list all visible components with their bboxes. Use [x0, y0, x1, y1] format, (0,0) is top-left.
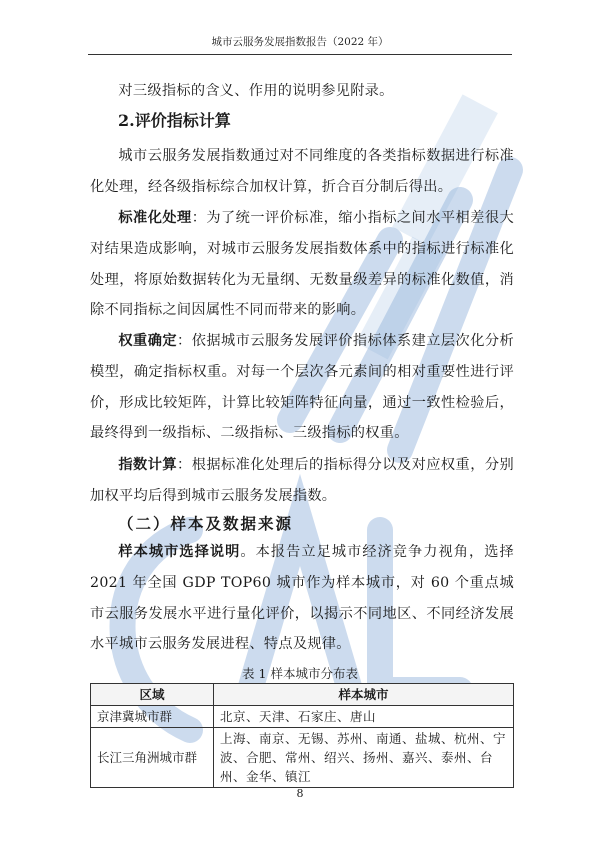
column-header-cities: 样本城市	[214, 684, 514, 706]
cities-cell: 北京、天津、石家庄、唐山	[214, 706, 514, 728]
weight-paragraph	[90, 326, 514, 449]
index-calc-paragraph	[90, 450, 514, 512]
cities-cell: 上海、南京、无锡、苏州、南通、盐城、杭州、宁波、合肥、常州、绍兴、扬州、嘉兴、泰州、台州、金华、镇江	[214, 728, 514, 788]
calc-paragraph: 城市云服务发展指数通过对不同维度的各类指标数据进行标准化处理，经各级指标综合加权计算，折合百分制后得出。	[90, 148, 514, 195]
page-number: 8	[296, 787, 304, 800]
sample-label: 样本城市选择说明	[118, 544, 241, 560]
section-heading-evaluation-calc: 2.评价指标计算	[118, 111, 231, 130]
table-caption: 表 1 样本城市分布表	[242, 666, 358, 681]
sample-text: 。本报告立足城市经济竞争力视角，选择 2021 年全国 GDP TOP60 城市作为样本城市，对 60 个重点城市云服务发展水平进行量化评价，以揭示不同地区、不同经济发展水平城市云服务发展进程、特点及规律。	[90, 544, 515, 653]
table-header-row	[91, 684, 514, 706]
index-calc-text: ：根据标准化处理后的指标得分以及对应权重，分别加权平均后得到城市云服务发展指数。	[90, 457, 515, 504]
running-header: 城市云服务发展指数报告（2022 年）	[88, 32, 512, 55]
intro-paragraph: 对三级指标的含义、作用的说明参见附录。	[118, 83, 394, 99]
region-cell: 京津冀城市群	[91, 706, 214, 728]
standardize-paragraph	[90, 203, 514, 326]
weight-text: ：依据城市云服务发展评价指标体系建立层次化分析模型，确定指标权重。对每一个层次各元素间的相对重要性进行评价，形成比较矩阵，计算比较矩阵特征向量，通过一致性检验后，最终得到一级指标、二级指标、三级指标的权重。	[90, 333, 515, 442]
weight-label: 权重确定	[118, 333, 178, 349]
sample-paragraph	[90, 537, 514, 660]
column-header-region: 区域	[91, 684, 214, 706]
region-cell: 长江三角洲城市群	[91, 728, 214, 788]
table-row	[91, 728, 514, 788]
index-calc-label: 指数计算	[118, 457, 178, 473]
table-row	[91, 706, 514, 728]
standardize-label: 标准化处理	[118, 210, 192, 226]
section-heading-samples: （二）样本及数据来源	[118, 514, 294, 533]
sample-city-table	[90, 683, 514, 788]
standardize-text: ：为了统一评价标准，缩小指标之间水平相差很大对结果造成影响，对城市云服务发展指数体系中的指标进行标准化处理，将原始数据转化为无量纲、无数量级差异的标准化数值，消除不同指标之间因属性不同而带来的影响。	[90, 210, 514, 319]
